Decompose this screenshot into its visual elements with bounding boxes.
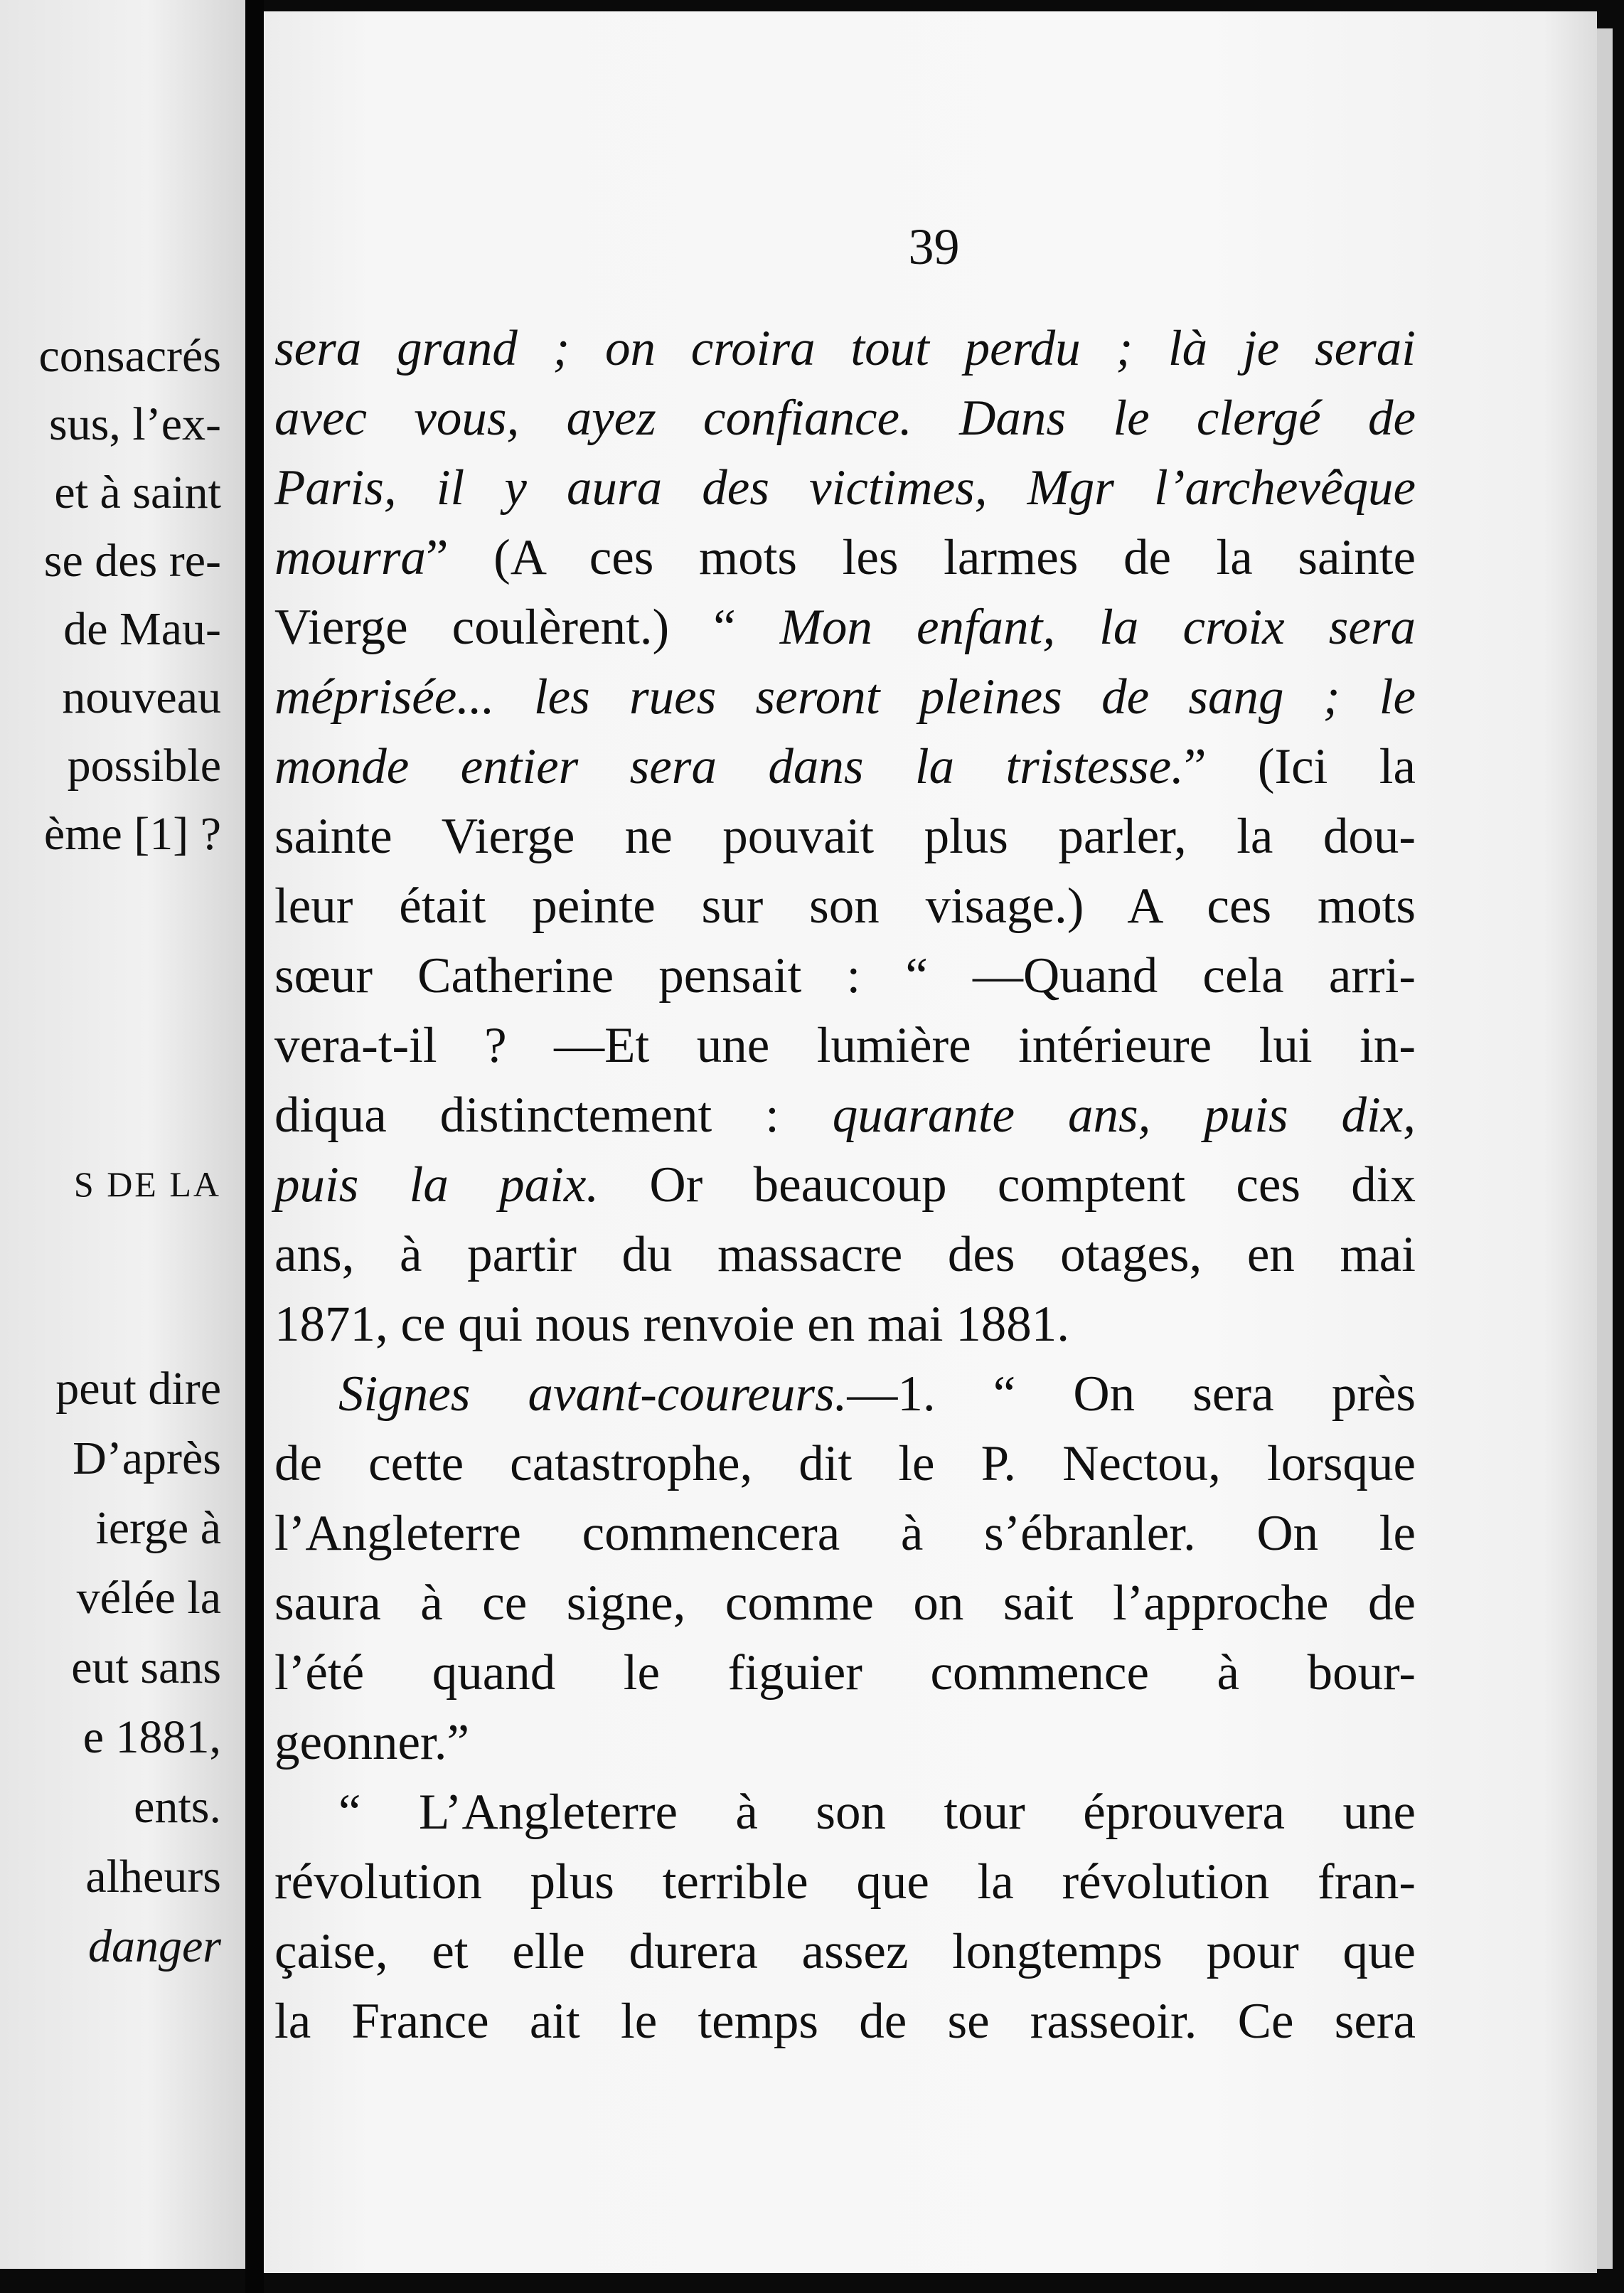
text-segment: de cette catastrophe, dit le P. Nectou, lorsque <box>274 1436 1416 1491</box>
italic-text: Mon enfant, la croix sera <box>779 600 1416 655</box>
page-number: 39 <box>908 218 960 275</box>
italic-text: mourra <box>274 530 427 585</box>
text-line <box>274 383 1416 453</box>
left-page-line: nouveau <box>62 671 221 723</box>
text-segment: sœur Catherine pensait : “ —Quand cela arri- <box>274 948 1416 1004</box>
left-page-line: peut dire <box>55 1363 221 1415</box>
text-segment: —1. “ On sera près <box>847 1366 1416 1422</box>
text-line <box>274 1011 1416 1080</box>
text-segment: ans, à partir du massacre des otages, en mai <box>274 1227 1416 1282</box>
page-edge <box>1597 28 1613 2269</box>
left-page-line: et à saint <box>54 467 221 518</box>
text-segment: 1871, ce qui nous renvoie en mai 1881. <box>274 1297 1070 1352</box>
text-segment: diqua distinctement : <box>274 1087 833 1143</box>
italic-text: quarante ans, puis dix, <box>832 1087 1416 1143</box>
left-page-line: e 1881, <box>82 1711 221 1763</box>
text-line <box>274 1429 1416 1499</box>
text-segment: saura à ce signe, comme on sait l’approche de <box>274 1575 1416 1631</box>
text-line <box>274 1638 1416 1708</box>
text-line <box>274 871 1416 941</box>
text-line <box>274 1220 1416 1289</box>
text-line <box>274 1150 1416 1220</box>
text-line <box>274 1568 1416 1638</box>
left-page-line: vélée la <box>76 1572 221 1624</box>
text-line <box>274 1359 1416 1429</box>
text-line <box>274 1499 1416 1568</box>
text-line <box>274 1986 1416 2056</box>
text-segment: ” (A ces mots les larmes de la sainte <box>426 530 1416 585</box>
text-segment: vera-t-il ? —Et une lumière intérieure lui in- <box>274 1018 1416 1073</box>
left-page-line: ents. <box>134 1781 221 1833</box>
text-segment: sainte Vierge ne pouvait plus parler, la dou- <box>274 809 1416 864</box>
text-segment: révolution plus terrible que la révolution fran- <box>274 1854 1416 1910</box>
text-line <box>274 941 1416 1011</box>
left-page-line: danger <box>88 1920 221 1972</box>
text-segment: Or beaucoup comptent ces dix <box>599 1157 1416 1213</box>
text-line <box>274 453 1416 523</box>
left-page-line: de Mau- <box>63 603 221 655</box>
text-segment: çaise, et elle durera assez longtemps pour que <box>274 1924 1416 1979</box>
page-body-text <box>274 314 1416 2056</box>
text-line <box>274 523 1416 592</box>
italic-text: Signes avant-coureurs. <box>338 1366 848 1422</box>
text-line <box>274 802 1416 871</box>
text-line <box>274 314 1416 383</box>
text-line <box>274 1777 1416 1847</box>
left-page-line: sus, l’ex- <box>49 398 221 450</box>
text-line <box>274 1080 1416 1150</box>
text-segment: ” (Ici la <box>1183 739 1416 794</box>
italic-text: puis la paix. <box>274 1157 599 1213</box>
left-page-line: ème [1] ? <box>43 808 221 860</box>
book-gutter <box>245 0 264 2293</box>
text-line <box>274 592 1416 662</box>
book-page <box>264 11 1597 2273</box>
left-page-line: D’après <box>73 1432 221 1484</box>
italic-text: Paris, il y aura des victimes, Mgr l’archevêque <box>274 460 1416 516</box>
left-page-line: S DE LA <box>73 1164 221 1204</box>
text-line <box>274 732 1416 802</box>
text-line <box>274 1917 1416 1986</box>
italic-text: avec vous, ayez confiance. Dans le clergé de <box>274 390 1416 446</box>
left-page-fragment <box>0 0 245 2269</box>
text-segment: l’été quand le figuier commence à bour- <box>274 1645 1416 1701</box>
italic-text: monde entier sera dans la tristesse. <box>274 739 1184 794</box>
text-segment: la France ait le temps de se rasseoir. Ce sera <box>274 1994 1416 2049</box>
text-line <box>274 662 1416 732</box>
italic-text: méprisée... les rues seront pleines de sang ; le <box>274 669 1416 725</box>
text-segment: Vierge coulèrent.) “ <box>274 600 780 655</box>
text-segment: “ L’Angleterre à son tour éprouvera une <box>338 1784 1416 1840</box>
text-segment: l’Angleterre commencera à s’ébranler. On le <box>274 1506 1416 1561</box>
text-segment: geonner.” <box>274 1715 470 1770</box>
text-line <box>274 1289 1416 1359</box>
text-line <box>274 1708 1416 1777</box>
text-line <box>274 1847 1416 1917</box>
left-page-line: eut sans <box>71 1642 221 1693</box>
italic-text: sera grand ; on croira tout perdu ; là je serai <box>274 321 1416 376</box>
text-segment: leur était peinte sur son visage.) A ces mots <box>274 878 1416 934</box>
left-page-line: consacrés <box>38 330 221 382</box>
left-page-line: se des re- <box>43 535 221 587</box>
left-page-line: possible <box>67 740 221 792</box>
left-page-line: ierge à <box>95 1502 221 1554</box>
left-page-line: alheurs <box>85 1851 221 1903</box>
